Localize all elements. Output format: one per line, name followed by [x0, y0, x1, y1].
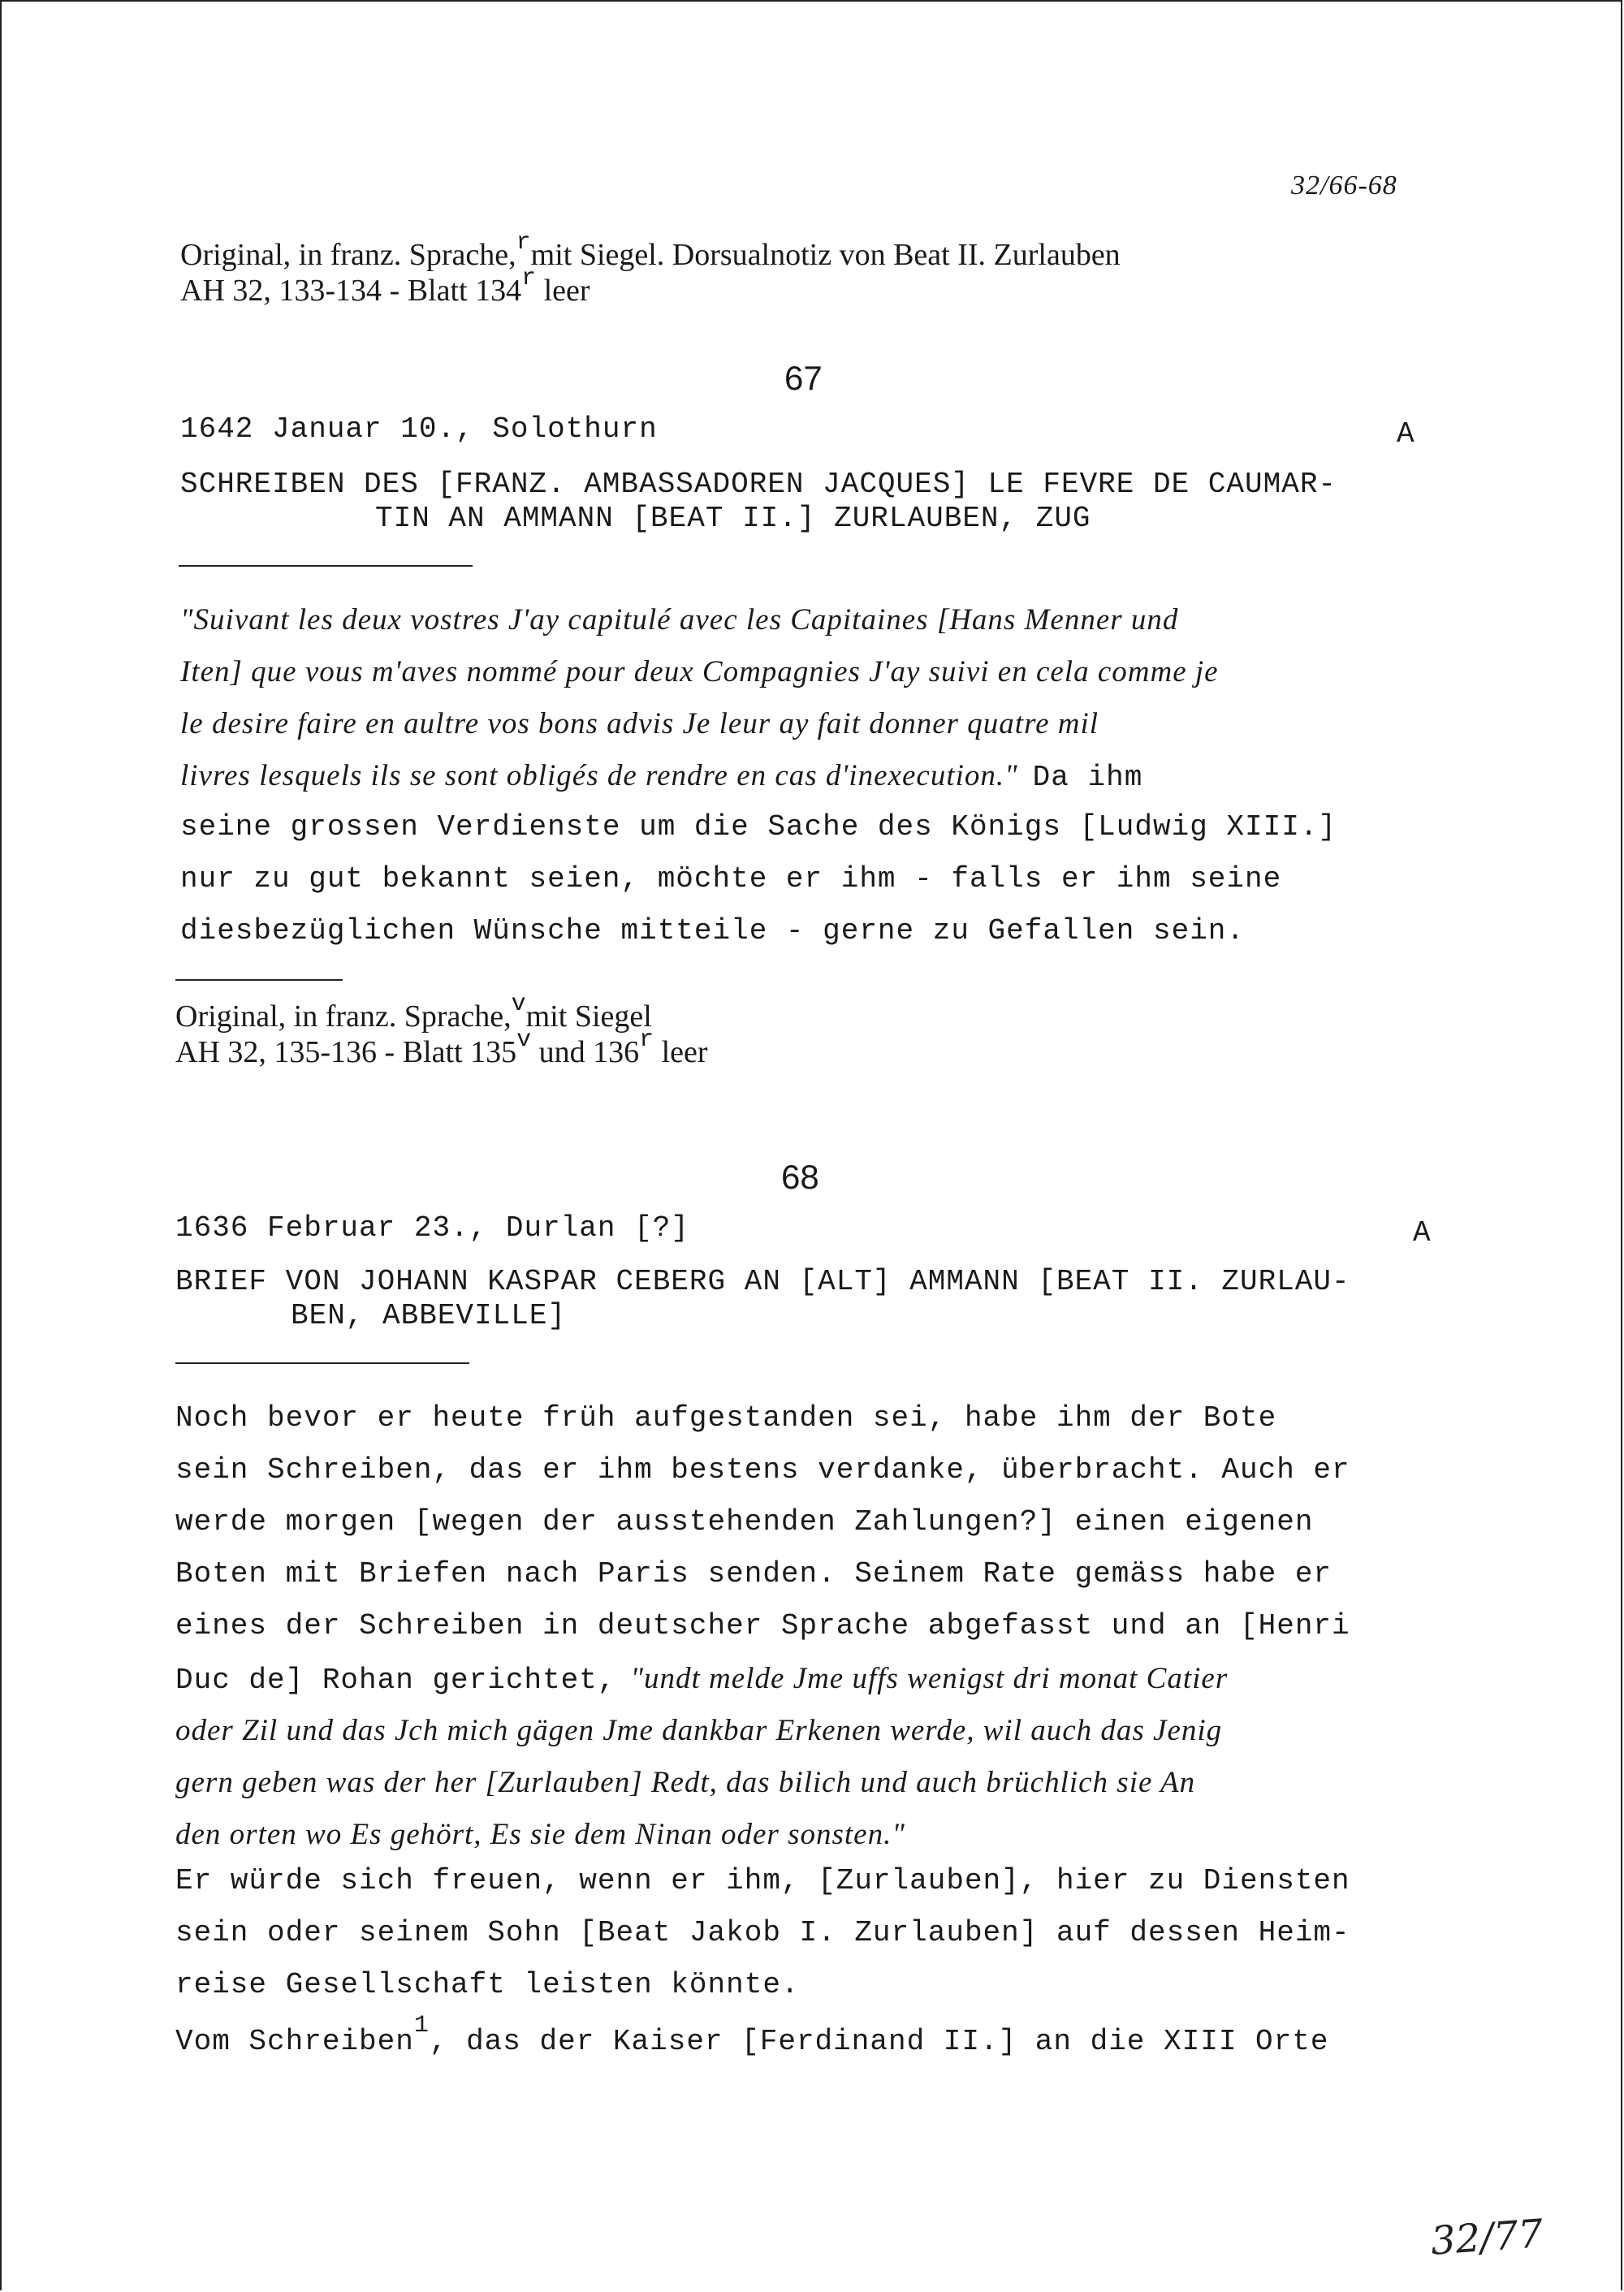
body-line: Er würde sich freuen, wenn er ihm, [Zurlauben], hier zu Diensten: [175, 1864, 1350, 1897]
quote-text: livres lesquels ils se sont obligés de rendre en cas d'inexecution.": [180, 759, 1018, 792]
source-text: Original, in franz. Sprache,: [175, 999, 512, 1034]
entry-title-line: TIN AN AMMANN [BEAT II.] ZURLAUBEN, ZUG: [375, 502, 1091, 535]
body-line: [175, 2012, 1329, 2058]
separator-rule: [175, 1362, 469, 1364]
superscript: r: [516, 229, 531, 257]
entry-marker: A: [1397, 417, 1415, 451]
source-line: [175, 991, 652, 1034]
entry-number: 68: [781, 1158, 819, 1196]
source-line: [180, 265, 590, 309]
quote-line: oder Zil und das Jch mich gägen Jme dankbar Erkenen werde, wil auch das Jenig: [175, 1714, 1223, 1747]
superscript: v: [511, 991, 526, 1018]
body-text: Duc de] Rohan gerichtet,: [175, 1664, 616, 1697]
body-line: Boten mit Briefen nach Paris senden. Seinem Rate gemäss habe er: [175, 1557, 1332, 1591]
entry-title-line: BRIEF VON JOHANN KASPAR CEBERG AN [ALT] AMMANN [BEAT II. ZURLAU-: [175, 1265, 1350, 1298]
quote-line: den orten wo Es gehört, Es sie dem Ninan oder sonsten.": [175, 1818, 905, 1851]
separator-rule: [179, 565, 473, 567]
body-line: nur zu gut bekannt seien, möchte er ihm - falls er ihm seine: [180, 862, 1282, 896]
quote-line: Iten] que vous m'aves nommé pour deux Compagnies J'ay suivi en cela comme je: [180, 655, 1219, 688]
source-line: [175, 1026, 708, 1070]
entry-number: 67: [784, 359, 823, 397]
body-line-mixed: [175, 1661, 1228, 1697]
body-line: seine grossen Verdienste um die Sache des Königs [Ludwig XIII.]: [180, 810, 1337, 844]
body-text: Vom Schreiben: [175, 2025, 414, 2058]
quote-line: gern geben was der her [Zurlauben] Redt, das bilich und auch brüchlich sie An: [175, 1766, 1196, 1799]
source-text: Original, in franz. Sprache,: [180, 238, 516, 272]
body-text: , das der Kaiser [Ferdinand II.] an die XIII Orte: [429, 2025, 1329, 2058]
source-text: leer: [661, 1035, 708, 1069]
body-line: werde morgen [wegen der ausstehenden Zahlungen?] einen eigenen: [175, 1505, 1314, 1539]
page-reference: 32/66-68: [1291, 170, 1397, 201]
source-text: mit Siegel. Dorsualnotiz von Beat II. Zurlauben: [530, 238, 1121, 272]
body-line: eines der Schreiben in deutscher Sprache abgefasst und an [Henri: [175, 1609, 1350, 1642]
body-line: reise Gesellschaft leisten könnte.: [175, 1968, 800, 2001]
entry-date-place: 1636 Februar 23., Durlan [?]: [175, 1211, 689, 1245]
body-line: sein Schreiben, das er ihm bestens verdanke, überbracht. Auch er: [175, 1453, 1350, 1487]
superscript: v: [516, 1026, 532, 1054]
source-line: [180, 229, 1121, 273]
entry-title-line: BEN, ABBEVILLE]: [291, 1299, 567, 1332]
body-line: sein oder seinem Sohn [Beat Jakob I. Zurlauben] auf dessen Heim-: [175, 1916, 1350, 1949]
body-line: diesbezüglichen Wünsche mitteile - gerne zu Gefallen sein.: [180, 914, 1246, 947]
entry-title-line: SCHREIBEN DES [FRANZ. AMBASSADOREN JACQUES] LE FEVRE DE CAUMAR-: [180, 468, 1337, 501]
source-text: AH 32, 135-136 - Blatt 135: [175, 1035, 517, 1069]
source-text: AH 32, 133-134 - Blatt 134: [180, 274, 522, 308]
handwritten-folio-number: 32/77: [1429, 2211, 1545, 2264]
footnote-marker: 1: [413, 2012, 430, 2039]
entry-marker: A: [1413, 1216, 1432, 1250]
superscript: r: [639, 1026, 654, 1054]
source-text: mit Siegel: [525, 999, 652, 1034]
superscript: r: [521, 265, 537, 292]
separator-rule: [175, 979, 343, 981]
quote-line: "Suivant les deux vostres J'ay capitulé avec les Capitaines [Hans Menner und: [180, 603, 1179, 637]
body-text: Da ihm: [1032, 761, 1143, 794]
quote-line-mixed: [180, 758, 1142, 794]
quote-line: le desire faire en aultre vos bons advis Je leur ay fait donner quatre mil: [180, 707, 1099, 740]
quote-text: "undt melde Jme uffs wenigst dri monat Catier: [630, 1662, 1229, 1695]
source-text: leer: [543, 274, 590, 308]
source-text: und 136: [538, 1035, 640, 1069]
entry-date-place: 1642 Januar 10., Solothurn: [180, 412, 658, 446]
body-line: Noch bevor er heute früh aufgestanden sei, habe ihm der Bote: [175, 1401, 1277, 1435]
